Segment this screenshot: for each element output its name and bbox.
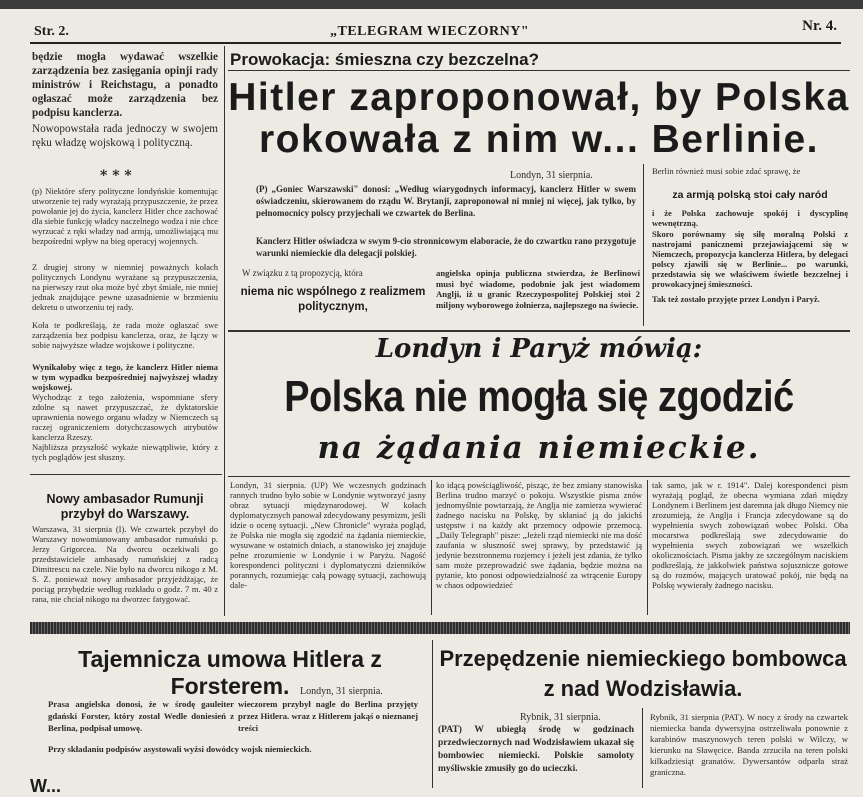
column-divider xyxy=(643,164,644,326)
divider xyxy=(228,476,850,477)
art1-kicker: Prowokacja: śmieszna czy bezczelna? xyxy=(230,50,539,69)
column-divider xyxy=(431,480,432,615)
art1-body4: angielska opinja publiczna stwierdza, że Berlinowi musi być wiadome, podobnie jak jest wiadomem Anglji, iż u granic Rzeczypospolitej Polskiej stoi 2 miljony wyborowego żołnierza, najlepszego na świecie. xyxy=(436,268,640,310)
art1-right4: Tak też zostało przyjęte przez Londyn i Paryż. xyxy=(652,294,820,304)
left-p5: Koła te podkreślają, że rada może ogłaszać swe zarządzenia bez podpisu kanclerza, oraz, że łączy w sobie najwyższe władze wojskowe i polityczne. xyxy=(32,320,218,350)
art1-right-headline: za armją polską stoi cały naród xyxy=(672,189,828,201)
art3-dateline: Londyn, 31 sierpnia. xyxy=(300,686,383,697)
left-p4: Z drugiej strony w niemniej poważnych kołach politycznych Londynu wyrażane są przypuszczenia, na pierwszy rzut oka może być zbyt śmiałe, nie mniej jednak znajdujące pewne uzasadnienie w brzmieniu dekretu o utworzeniu tej rady. xyxy=(32,262,218,312)
column-divider xyxy=(224,46,225,616)
divider xyxy=(228,70,850,71)
column-divider xyxy=(432,640,433,788)
art4-col1: (PAT) W ubiegłą środę w godzinach przedwieczornych nad Wodzisławiem ukazał się bombowiec niemiecki. Polskie samoloty myśliwskie zmusiły go do ucieczki. xyxy=(438,725,634,774)
art4-title-line1: Przepędzenie niemieckiego bombowca xyxy=(439,646,847,671)
left-p7: Wychodząc z tego założenia, wspomniane sfery zdolne są nawet przypuszczać, że dyktatorskie uprawnienia nowego organu władzy w Niemczech są raczej ograniczeniem dotychczasowych atrybutów kanclerza Rzeszy. xyxy=(32,392,218,442)
art1-right1: Berlin również musi sobie zdać sprawę, że xyxy=(652,166,801,176)
top-border xyxy=(0,0,863,9)
left-p8: Najbliższa przyszłość wykaże niewątpliwie, który z tych poglądów jest słuszny. xyxy=(32,442,218,462)
cut-off-headline: W... xyxy=(30,776,61,796)
art1-quote: niema nic wspólnego z realizmem politycznym, xyxy=(240,286,426,313)
art1-title-line1: Hitler zaproponował, by Polska xyxy=(228,76,850,119)
art4-dateline: Rybnik, 31 sierpnia. xyxy=(520,712,601,723)
section-stars: * * * xyxy=(100,168,132,184)
column-divider xyxy=(647,480,648,615)
art1-dateline: Londyn, 31 sierpnia. xyxy=(510,170,593,181)
left-p2: Nowopowstała rada jednoczy w swojem ręku władzę wojskową i polityczną. xyxy=(32,123,218,149)
divider xyxy=(30,474,222,475)
art1-title-line2: rokowała z nim w... Berlinie. xyxy=(258,118,820,161)
newspaper-title: „TELEGRAM WIECZORNY" xyxy=(330,24,530,39)
left-p1: będzie mogła wydawać wszelkie zarządzenia bez zasięgania opinji rady ministrów i Reichstagu, a ponadto ogłaszać może zarządzenia bez podpisu kanclerza. xyxy=(32,51,218,119)
column-divider xyxy=(642,708,643,788)
page-number: Str. 2. xyxy=(34,24,69,39)
art2-col3: tak samo, jak w r. 1914". Dalej korespondenci pism wyrażają pogląd, że obecna wymiana zdań między Londynem i Berlinem jest daremna jak długo Niemcy nie zrozumieją, że Anglja i Francja zdecydowane są do wypełnienia swych zobowiązań wobec Polski. Oba mocarstwa podkreślają swe zdecydowanie do wypełnienia swych zobowiązań we wszelkich okolicznościach. Pisma jakby ze szczególnym naciskiem podkreślają, że jakkolwiek państwa sojusznicze gotowe są do rozmów, mających uratować pokój, nie będą na Polskę wywierały żadnego nacisku. xyxy=(652,480,848,590)
art3-body2: wieczorem przybył nagle do Berlina przyjęty przez Hitlera. wraz z Hitlerem jakąś o nieznanej treści xyxy=(238,699,418,733)
art3-body3: Przy składaniu podpisów asystowali wyżsi dowódcy wojsk niemieckich. xyxy=(48,744,312,754)
art2-title-line2: na żądania niemieckie. xyxy=(317,430,761,466)
art4-col2: Rybnik, 31 sierpnia (PAT). W nocy z środy na czwartek niemiecka banda dywersyjna ostrzeliwała ponownie z karabinów maszynowych teren polski w Wilczy, w kierunku na Sławęcice. Banda zrzuciła na teren polski kilkadziesiąt granatów. Dywersantów odparła straż graniczna. xyxy=(650,712,848,777)
art1-body1: (P) „Goniec Warszawski" donosi: „Według wiarygodnych informacyj, kanclerz Hitler w swem oświadczeniu, skierowanem do rządu W. Brytanji, zaproponował ni mniej ni więcej, jak tylko, by pełnomocnicy polscy przyjechali we czwartek do Berlina. xyxy=(256,184,636,218)
art2-title-line1: Polska nie mogła się zgodzić xyxy=(284,372,794,421)
art4-title-line2: z nad Wodzisławia. xyxy=(543,676,743,701)
art2-col2: ko idącą powściągliwość, pisząc, że bez zmiany stanowiska Berlina trudno marzyć o pokoju. Wszystkie pisma znów jednomyślnie powtarzają, że Anglja nie zamierza wywierać żadnego nacisku na Polskę, by skłaniać ją do jakichś ustępstw i na każdy akt przemocy odpowie przemocą. „Daily Telegraph" pisze: „Jeżeli rząd niemiecki nie ma dość zaufania w słuszność swej sprawy, by przedstawić ją jedynie bezstronnemu rozjemcy i jeżeli jest zdania, że tylko sam może przeprowadzić swe żądania, będzie można na pytanie, kto ponosi odpowiedzialność za wtrącenie Europy w chaos odpowiedzieć xyxy=(436,480,642,590)
art1-right3: Skoro porównamy się siłę moralną Polski z nastrojami panicznemi przejawiającemi się w Niemczech, propozycja kanclerza Hitlera, by delegaci polscy zjawili się w Berlinie... po warunki, przedstawia się we właściwem świetle bezczelnej i prowokacyjnej śmieszności. xyxy=(652,229,848,289)
rumunja-body: Warszawa, 31 sierpnia (I). We czwartek przybył do Warszawy nowomianowany ambasador rumuński p. Jerzy Grigorcea. Na dworcu oczekiwali go przedstawiciele ambasady rumuńskiej z radcą Dimitrescu na czele. Nie było na dworcu nikogo z M. S. Z. ponieważ nowy ambasador przyjeżdżając, że pociąg przybędzie według rozkładu o godz. 7 m. 40 z rana, nie chciał nikogo na dworzec fatygować. xyxy=(32,524,218,604)
issue-number: Nr. 4. xyxy=(802,18,837,34)
art3-body1: Prasa angielska donosi, że w środę gauleiter gdański Forster, który został Wedle doniesień z Berlina, podpisał umowę. xyxy=(48,699,234,733)
page-header xyxy=(30,14,841,44)
rumunja-headline: Nowy ambasador Rumunji przybył do Warszawy. xyxy=(46,492,204,521)
art1-right2: i że Polska zachowuje spokój i dyscyplinę wewnętrzną. xyxy=(652,208,848,228)
left-p3: (p) Niektóre sfery polityczne londyńskie komentując utworzenie tej rady wyrażają przypuszczenie, że przez powołanie jej do życia, kanclerz Hitler chce zachować dla siebie funkcję władcy naczelnego wodza i nie chce wyrzucać z ręki władzy nad armją, umożliwiającą mu bezpośredni wpływ na bieg operacyj wojennych. xyxy=(32,186,218,246)
art3-title: Tajemnicza umowa Hitlera z Forsterem. xyxy=(78,646,382,699)
divider xyxy=(228,330,850,332)
section-band xyxy=(30,622,850,634)
left-p6: Wynikałoby więc z tego, że kanclerz Hitler niema w tym wypadku bezpośredniej najwyższej władzy wojskowej. xyxy=(32,362,218,392)
art1-body3: W związku z tą propozycją, która xyxy=(242,268,363,278)
art2-kicker: Londyn i Paryż mówią: xyxy=(375,334,703,364)
art1-body2: Kanclerz Hitler oświadcza w swym 9-cio stronnicowym elaboracie, że do czwartku rano przygotuje warunki niemieckie dla delegacji polskiej. xyxy=(256,236,636,258)
art2-col1: Londyn, 31 sierpnia. (UP) We wczesnych godzinach rannych trudno było sobie w Londynie wytworzyć jasny obraz sytuacji międzynarodowej. W kołach dyplomatycznych panował zdecydowany pesymizm, jeśli idzie o ocenę sytuacji. „New Chronicle" wyraża pogląd, że Polska nie mogła się zgodzić na żądania niemieckie, wysuwane w ostatnich dniach, a stanowisko jej znajduje pełne zrozumienie w Londynie i w Paryżu. Nagość korespondenci polityczni i dyplomatyczni dzienników porannych, rozumiejąc całą powagę sytuacji, zachowują dale- xyxy=(230,480,426,590)
